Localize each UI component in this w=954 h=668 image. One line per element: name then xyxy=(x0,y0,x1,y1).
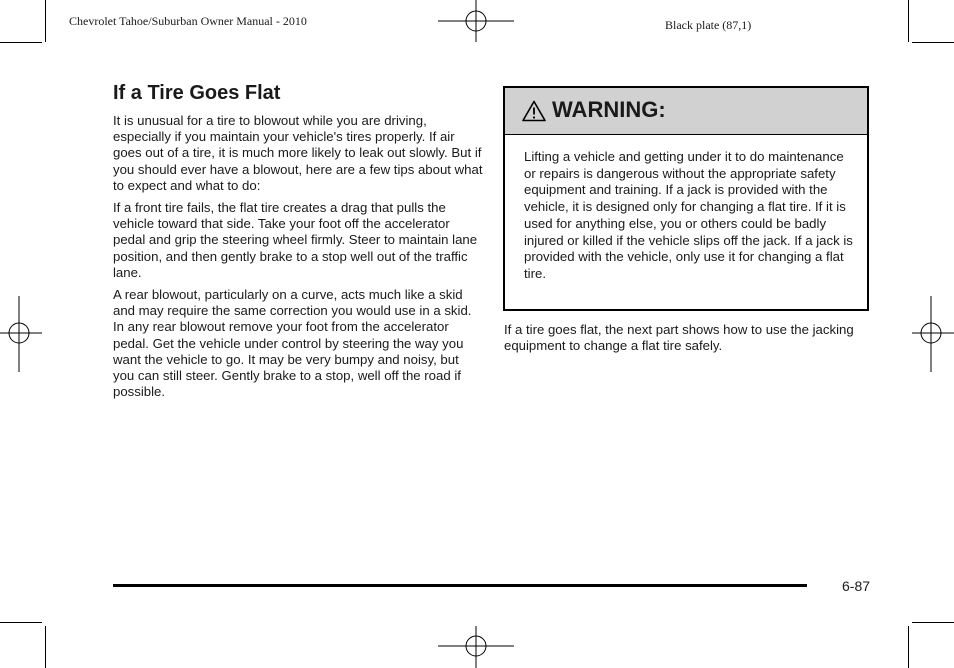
page-number: 6-87 xyxy=(842,578,871,594)
registration-mark-bottom xyxy=(438,626,514,668)
warning-box xyxy=(503,86,869,311)
body-paragraph: If a tire goes flat, the next part shows how to use the jacking equipment to change a flat tire safely. xyxy=(504,322,854,354)
crop-mark xyxy=(908,626,909,668)
crop-mark xyxy=(912,42,954,43)
warning-label: WARNING: xyxy=(552,97,666,122)
body-paragraph: If a front tire fails, the flat tire creates a drag that pulls the vehicle toward that side. Take your foot off the accelerator pedal and grip the steering wheel firmly. Steer to maintain lane position, and then gently brake to a stop well out of the traffic lane. xyxy=(113,200,478,280)
manual-title-header: Chevrolet Tahoe/Suburban Owner Manual - 2010 xyxy=(69,14,307,28)
plate-label: Black plate (87,1) xyxy=(665,18,752,32)
body-paragraph: A rear blowout, particularly on a curve, acts much like a skid and may require the same correction you would use in a skid. In any rear blowout remove your foot from the accelerator pedal. Get the vehicle under control by steering the way you want the vehicle to go. It may be very bumpy and noisy, but you can still steer. Gently brake to a stop, well off the road if possible. xyxy=(113,287,472,400)
section-title: If a Tire Goes Flat xyxy=(113,82,281,104)
crop-mark xyxy=(45,0,46,42)
crop-mark xyxy=(0,622,42,623)
registration-mark-left xyxy=(0,296,42,372)
crop-mark xyxy=(45,626,46,668)
crop-mark xyxy=(908,0,909,42)
warning-text: Lifting a vehicle and getting under it to do maintenance or repairs is dangerous without the appropriate safety equipment and training. If a jack is provided with the vehicle, it is designed only for changing a flat tire. If it is used for anything else, you or others could be badly injured or killed if the vehicle slips off the jack. If a jack is provided with the vehicle, only use it for changing a flat tire. xyxy=(524,149,853,281)
footer-rule xyxy=(113,584,807,587)
warning-triangle-icon xyxy=(522,100,546,122)
body-paragraph: It is unusual for a tire to blowout while you are driving, especially if you maintain your vehicle's tires properly. If air goes out of a tire, it is much more likely to leak out slowly. But if you should ever have a blowout, here are a few tips about what to expect and what to do: xyxy=(113,113,483,193)
registration-mark-right xyxy=(912,296,954,372)
registration-mark-top xyxy=(438,0,514,42)
warning-header xyxy=(505,88,867,135)
crop-mark xyxy=(0,42,42,43)
crop-mark xyxy=(912,622,954,623)
